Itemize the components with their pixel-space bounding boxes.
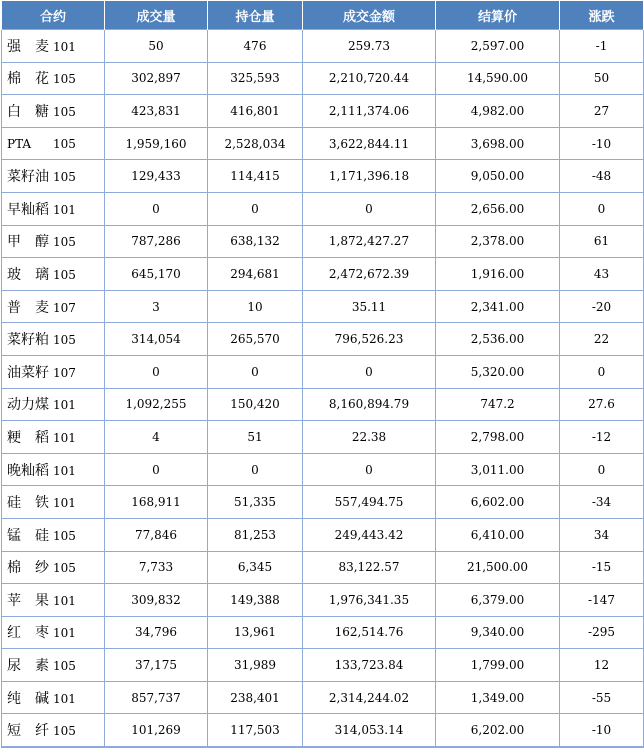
- cell-change: 50: [560, 62, 644, 95]
- table-row: [2, 649, 644, 682]
- cell-contract: [2, 453, 105, 486]
- contract-name: 苹 果: [7, 592, 49, 609]
- cell-open-interest: 0: [208, 453, 303, 486]
- contract-name: 早籼稻: [7, 201, 49, 218]
- cell-turnover: 1,171,396.18: [303, 160, 436, 193]
- cell-change: 0: [560, 192, 644, 225]
- cell-volume: 314,054: [105, 323, 208, 356]
- cell-open-interest: 325,593: [208, 62, 303, 95]
- cell-open-interest: 114,415: [208, 160, 303, 193]
- cell-settle-price: 2,798.00: [436, 421, 560, 454]
- cell-turnover: 314,053.14: [303, 714, 436, 747]
- cell-change: -1: [560, 30, 644, 63]
- cell-volume: 3: [105, 290, 208, 323]
- header-turnover: 成交金额: [303, 1, 436, 30]
- cell-open-interest: 6,345: [208, 551, 303, 584]
- cell-open-interest: 416,801: [208, 95, 303, 128]
- cell-volume: 0: [105, 192, 208, 225]
- contract-name: 棉 纱: [7, 560, 49, 577]
- table-header: [2, 1, 644, 30]
- contract-name: 甲 醇: [7, 234, 49, 251]
- cell-volume: 0: [105, 355, 208, 388]
- cell-turnover: 249,443.42: [303, 518, 436, 551]
- cell-turnover: 2,210,720.44: [303, 62, 436, 95]
- cell-settle-price: 4,982.00: [436, 95, 560, 128]
- cell-volume: 302,897: [105, 62, 208, 95]
- table-body: [2, 30, 644, 748]
- cell-change: -48: [560, 160, 644, 193]
- cell-volume: 309,832: [105, 584, 208, 617]
- cell-open-interest: 476: [208, 30, 303, 63]
- cell-contract: [2, 486, 105, 519]
- cell-contract: [2, 421, 105, 454]
- cell-contract: [2, 388, 105, 421]
- cell-open-interest: 294,681: [208, 258, 303, 291]
- contract-code: 101: [53, 463, 76, 478]
- table-row: [2, 355, 644, 388]
- cell-turnover: 0: [303, 355, 436, 388]
- contract-code: 101: [53, 496, 76, 511]
- table-row: [2, 30, 644, 63]
- contract-name: PTA: [7, 136, 32, 151]
- cell-change: 34: [560, 518, 644, 551]
- cell-settle-price: 1,916.00: [436, 258, 560, 291]
- contract-code: 101: [53, 593, 76, 608]
- cell-open-interest: 0: [208, 192, 303, 225]
- cell-change: -20: [560, 290, 644, 323]
- cell-open-interest: 149,388: [208, 584, 303, 617]
- cell-settle-price: 9,340.00: [436, 616, 560, 649]
- contract-name: 玻 璃: [7, 266, 49, 283]
- cell-contract: [2, 160, 105, 193]
- table-row: [2, 616, 644, 649]
- cell-change: -34: [560, 486, 644, 519]
- cell-settle-price: 3,698.00: [436, 127, 560, 160]
- cell-contract: [2, 681, 105, 714]
- cell-contract: [2, 551, 105, 584]
- cell-change: -15: [560, 551, 644, 584]
- cell-change: 61: [560, 225, 644, 258]
- cell-turnover: 133,723.84: [303, 649, 436, 682]
- cell-contract: [2, 258, 105, 291]
- cell-settle-price: 6,602.00: [436, 486, 560, 519]
- cell-change: 0: [560, 355, 644, 388]
- header-volume: 成交量: [105, 1, 208, 30]
- cell-volume: 857,737: [105, 681, 208, 714]
- cell-open-interest: 2,528,034: [208, 127, 303, 160]
- cell-volume: 423,831: [105, 95, 208, 128]
- table-row: [2, 518, 644, 551]
- cell-open-interest: 31,989: [208, 649, 303, 682]
- header-row: [2, 1, 644, 30]
- table-row: [2, 258, 644, 291]
- cell-settle-price: 6,379.00: [436, 584, 560, 617]
- cell-volume: 787,286: [105, 225, 208, 258]
- contract-name: 短 纤: [7, 723, 49, 740]
- cell-settle-price: 2,378.00: [436, 225, 560, 258]
- cell-open-interest: 0: [208, 355, 303, 388]
- contract-code: 101: [53, 39, 76, 54]
- cell-change: 27.6: [560, 388, 644, 421]
- cell-settle-price: 747.2: [436, 388, 560, 421]
- contract-code: 105: [53, 136, 76, 151]
- contract-code: 105: [53, 561, 76, 576]
- cell-volume: 37,175: [105, 649, 208, 682]
- cell-open-interest: 51: [208, 421, 303, 454]
- cell-settle-price: 9,050.00: [436, 160, 560, 193]
- cell-turnover: 796,526.23: [303, 323, 436, 356]
- table-row: [2, 323, 644, 356]
- cell-turnover: 1,872,427.27: [303, 225, 436, 258]
- table-row: [2, 551, 644, 584]
- cell-turnover: 2,472,672.39: [303, 258, 436, 291]
- cell-contract: [2, 225, 105, 258]
- cell-change: -12: [560, 421, 644, 454]
- cell-settle-price: 1,349.00: [436, 681, 560, 714]
- cell-contract: [2, 95, 105, 128]
- cell-volume: 645,170: [105, 258, 208, 291]
- cell-turnover: 259.73: [303, 30, 436, 63]
- contract-name: 尿 素: [7, 658, 49, 675]
- header-settle-price: 结算价: [436, 1, 560, 30]
- contract-code: 107: [53, 365, 76, 380]
- header-change: 涨跌: [560, 1, 644, 30]
- cell-contract: [2, 323, 105, 356]
- contract-code: 105: [53, 659, 76, 674]
- cell-change: 27: [560, 95, 644, 128]
- contract-code: 101: [53, 691, 76, 706]
- cell-change: 22: [560, 323, 644, 356]
- contract-code: 105: [53, 724, 76, 739]
- contract-name: 普 麦: [7, 299, 49, 316]
- cell-change: -55: [560, 681, 644, 714]
- contract-code: 101: [53, 202, 76, 217]
- cell-turnover: 3,622,844.11: [303, 127, 436, 160]
- table-row: [2, 62, 644, 95]
- contract-code: 105: [53, 72, 76, 87]
- contract-code: 101: [53, 398, 76, 413]
- cell-contract: [2, 584, 105, 617]
- cell-open-interest: 238,401: [208, 681, 303, 714]
- cell-change: 43: [560, 258, 644, 291]
- cell-settle-price: 14,590.00: [436, 62, 560, 95]
- cell-volume: 34,796: [105, 616, 208, 649]
- cell-turnover: 0: [303, 192, 436, 225]
- table-row: [2, 453, 644, 486]
- cell-settle-price: 6,410.00: [436, 518, 560, 551]
- cell-volume: 1,092,255: [105, 388, 208, 421]
- cell-open-interest: 117,503: [208, 714, 303, 747]
- contract-name: 菜籽油: [7, 169, 49, 186]
- contract-code: 107: [53, 300, 76, 315]
- contract-code: 101: [53, 626, 76, 641]
- contract-name: 晚籼稻: [7, 462, 49, 479]
- contract-name: 硅 铁: [7, 495, 49, 512]
- cell-contract: [2, 290, 105, 323]
- contract-name: 红 枣: [7, 625, 49, 642]
- contract-name: 棉 花: [7, 71, 49, 88]
- futures-table: [1, 0, 644, 748]
- cell-volume: 50: [105, 30, 208, 63]
- table-row: [2, 225, 644, 258]
- cell-contract: [2, 649, 105, 682]
- contract-code: 105: [53, 104, 76, 119]
- contract-code: 105: [53, 333, 76, 348]
- cell-open-interest: 10: [208, 290, 303, 323]
- cell-turnover: 83,122.57: [303, 551, 436, 584]
- cell-volume: 0: [105, 453, 208, 486]
- cell-turnover: 162,514.76: [303, 616, 436, 649]
- contract-name: 油菜籽: [7, 364, 49, 381]
- contract-code: 105: [53, 170, 76, 185]
- contract-name: 纯 碱: [7, 690, 49, 707]
- cell-open-interest: 638,132: [208, 225, 303, 258]
- table-row: [2, 192, 644, 225]
- contract-code: 105: [53, 528, 76, 543]
- table-row: [2, 486, 644, 519]
- cell-turnover: 2,111,374.06: [303, 95, 436, 128]
- cell-settle-price: 2,536.00: [436, 323, 560, 356]
- cell-contract: [2, 62, 105, 95]
- table-row: [2, 681, 644, 714]
- cell-settle-price: 6,202.00: [436, 714, 560, 747]
- contract-code: 105: [53, 267, 76, 282]
- cell-turnover: 0: [303, 453, 436, 486]
- cell-turnover: 2,314,244.02: [303, 681, 436, 714]
- contract-code: 105: [53, 235, 76, 250]
- cell-open-interest: 13,961: [208, 616, 303, 649]
- cell-change: 0: [560, 453, 644, 486]
- cell-contract: [2, 192, 105, 225]
- cell-volume: 168,911: [105, 486, 208, 519]
- cell-settle-price: 5,320.00: [436, 355, 560, 388]
- table-row: [2, 388, 644, 421]
- contract-name: 锰 硅: [7, 527, 49, 544]
- cell-turnover: 557,494.75: [303, 486, 436, 519]
- cell-change: 12: [560, 649, 644, 682]
- cell-contract: [2, 616, 105, 649]
- table-row: [2, 95, 644, 128]
- cell-volume: 77,846: [105, 518, 208, 551]
- cell-settle-price: 2,597.00: [436, 30, 560, 63]
- table-row: [2, 421, 644, 454]
- cell-open-interest: 150,420: [208, 388, 303, 421]
- cell-settle-price: 3,011.00: [436, 453, 560, 486]
- contract-name: 粳 稻: [7, 429, 49, 446]
- cell-turnover: 22.38: [303, 421, 436, 454]
- cell-volume: 4: [105, 421, 208, 454]
- cell-change: -147: [560, 584, 644, 617]
- cell-change: -295: [560, 616, 644, 649]
- cell-settle-price: 2,656.00: [436, 192, 560, 225]
- cell-contract: [2, 30, 105, 63]
- table-row: [2, 714, 644, 747]
- table-row: [2, 584, 644, 617]
- cell-turnover: 1,976,341.35: [303, 584, 436, 617]
- contract-code: 101: [53, 430, 76, 445]
- cell-contract: [2, 127, 105, 160]
- cell-contract: [2, 714, 105, 747]
- cell-turnover: 35.11: [303, 290, 436, 323]
- cell-open-interest: 51,335: [208, 486, 303, 519]
- cell-change: -10: [560, 714, 644, 747]
- table-row: [2, 127, 644, 160]
- header-contract: 合约: [2, 1, 105, 30]
- header-open-interest: 持仓量: [208, 1, 303, 30]
- contract-name: 动力煤: [7, 397, 49, 414]
- cell-settle-price: 21,500.00: [436, 551, 560, 584]
- contract-name: 菜籽粕: [7, 332, 49, 349]
- contract-name: 白 糖: [7, 103, 49, 120]
- cell-contract: [2, 518, 105, 551]
- cell-contract: [2, 355, 105, 388]
- table-row: [2, 160, 644, 193]
- cell-settle-price: 1,799.00: [436, 649, 560, 682]
- cell-volume: 7,733: [105, 551, 208, 584]
- cell-volume: 101,269: [105, 714, 208, 747]
- cell-turnover: 8,160,894.79: [303, 388, 436, 421]
- cell-open-interest: 265,570: [208, 323, 303, 356]
- cell-volume: 129,433: [105, 160, 208, 193]
- cell-open-interest: 81,253: [208, 518, 303, 551]
- cell-volume: 1,959,160: [105, 127, 208, 160]
- cell-change: -10: [560, 127, 644, 160]
- table-row: [2, 290, 644, 323]
- contract-name: 强 麦: [7, 38, 49, 55]
- cell-settle-price: 2,341.00: [436, 290, 560, 323]
